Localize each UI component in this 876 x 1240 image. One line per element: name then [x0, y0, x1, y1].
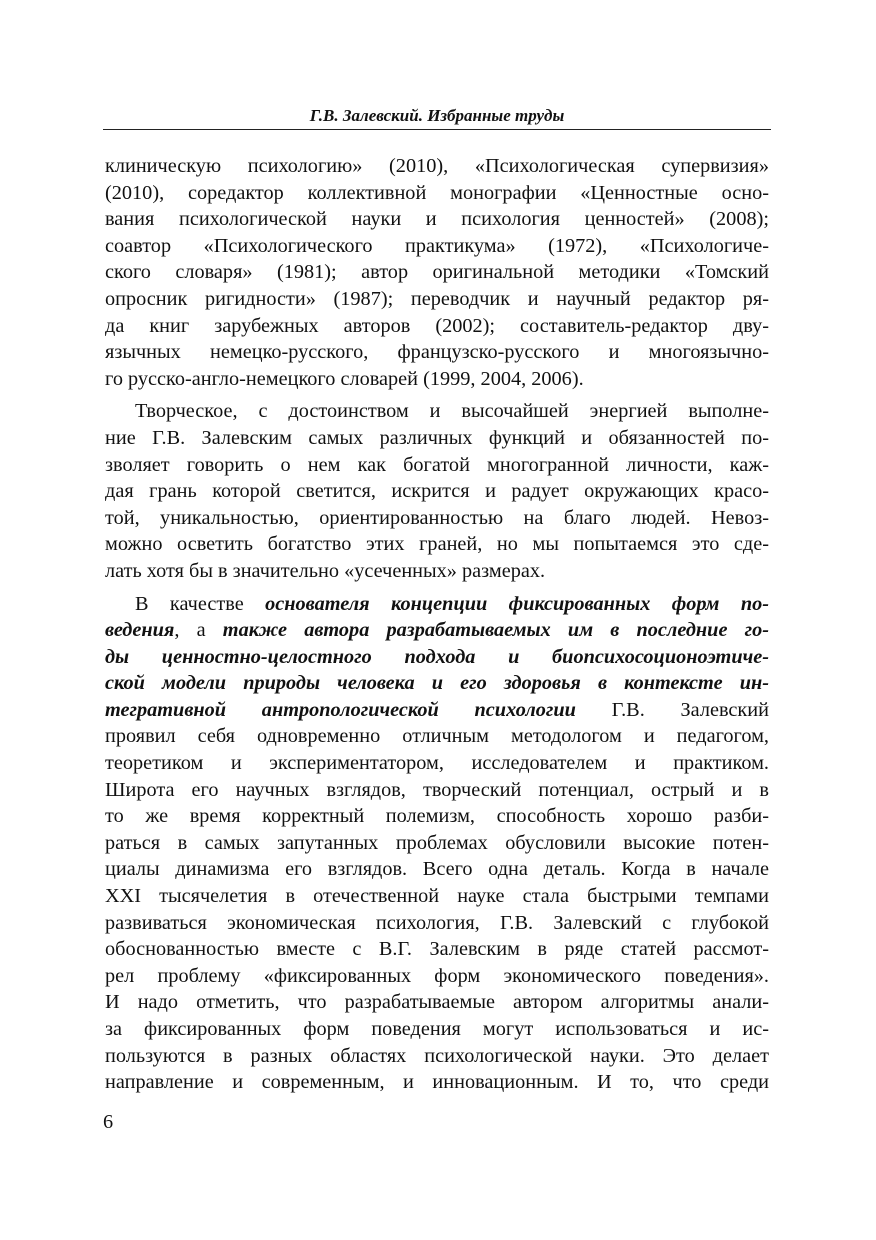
emphasis-run: также автора разрабатываемых им в последние го-: [222, 619, 769, 642]
emphasis-run: ды ценностно-целостного подхода и биопсихосоционоэтиче-: [105, 645, 769, 668]
text-line: (2010), соредактор коллективной монографии «Ценностные осно-: [105, 181, 769, 204]
text-line: Широта его научных взглядов, творческий потенциал, острый и в: [105, 778, 769, 801]
text-line: клиническую психологию» (2010), «Психологическая супервизия»: [105, 155, 769, 177]
text-run: В качестве: [135, 592, 266, 615]
text-line: го русско-англо-немецкого словарей (1999, 2004, 2006).: [105, 367, 584, 390]
paragraph-3: [105, 591, 769, 1096]
text-line: обоснованностью вместе с В.Г. Залевским в ряде статей рассмот-: [105, 938, 769, 961]
body-text: [105, 153, 769, 1096]
emphasis-run: тегративной антропологической психологии: [105, 698, 576, 721]
text-line: вания психологической науки и психология ценностей» (2008);: [105, 208, 769, 231]
text-line: той, уникальностью, ориентированностью на благо людей. Невоз-: [105, 506, 769, 529]
text-line: циалы динамизма его взглядов. Всего одна деталь. Когда в начале: [105, 858, 769, 881]
emphasis-run: ведения: [105, 619, 175, 642]
text-line: развиваться экономическая психология, Г.В. Залевский с глубокой: [105, 911, 769, 934]
header-rule: [103, 129, 771, 130]
text-line: лать хотя бы в значительно «усеченных» размерах.: [105, 559, 546, 582]
text-line: [105, 670, 769, 697]
text-line: дая грань которой светится, искрится и радует окружающих красо-: [105, 480, 769, 503]
text-line: опросник ригидности» (1987); переводчик и научный редактор ря-: [105, 287, 769, 310]
text-line: да книг зарубежных авторов (2002); составитель-редактор дву-: [105, 314, 769, 337]
text-line: [105, 644, 769, 671]
text-line: ского словаря» (1981); автор оригинальной методики «Томский: [105, 261, 769, 284]
text-run: Г.В. Залевский: [575, 698, 769, 721]
text-line: соавтор «Психологического практикума» (1972), «Психологиче-: [105, 234, 769, 257]
text-line: язычных немецко-русского, французско-русского и многоязычно-: [105, 341, 769, 364]
text-line: [105, 591, 769, 618]
paragraph-2: [105, 398, 769, 584]
text-line: [105, 697, 769, 724]
text-line: XXI тысячелетия в отечественной науке стала быстрыми темпами: [105, 885, 769, 908]
emphasis-run: ской модели природы человека и его здоровья в контексте ин-: [105, 672, 769, 695]
text-line: проявил себя одновременно отличным методологом и педагогом,: [105, 725, 769, 748]
running-header: Г.В. Залевский. Избранные труды: [309, 106, 565, 125]
text-line: ние Г.В. Залевским самых различных функций и обязанностей по-: [105, 426, 769, 449]
text-line: направление и современным, и инновационным. И то, что среди: [105, 1071, 769, 1094]
text-line: то же время корректный полемизм, способность хорошо разби-: [105, 805, 769, 828]
paragraph-1: [105, 153, 769, 392]
text-line: можно осветить богатство этих граней, но мы попытаемся это сде-: [105, 533, 769, 556]
text-line: И надо отметить, что разрабатываемые автором алгоритмы анали-: [105, 991, 769, 1014]
emphasis-run: основателя концепции фиксированных форм по-: [265, 592, 770, 615]
text-run: , а: [174, 619, 223, 642]
text-line: Творческое, с достоинством и высочайшей энергией выполне-: [135, 400, 769, 423]
text-line: [105, 617, 769, 644]
text-line: раться в самых запутанных проблемах обусловили высокие потен-: [105, 831, 769, 854]
text-line: за фиксированных форм поведения могут использоваться и ис-: [105, 1018, 769, 1040]
text-line: пользуются в разных областях психологической науки. Это делает: [105, 1044, 769, 1067]
text-line: теоретиком и экспериментатором, исследователем и практиком.: [105, 752, 769, 775]
page-number: 6: [103, 1111, 114, 1133]
text-line: зволяет говорить о нем как богатой многогранной личности, каж-: [105, 453, 769, 476]
text-line: рел проблему «фиксированных форм экономического поведения».: [105, 964, 769, 987]
